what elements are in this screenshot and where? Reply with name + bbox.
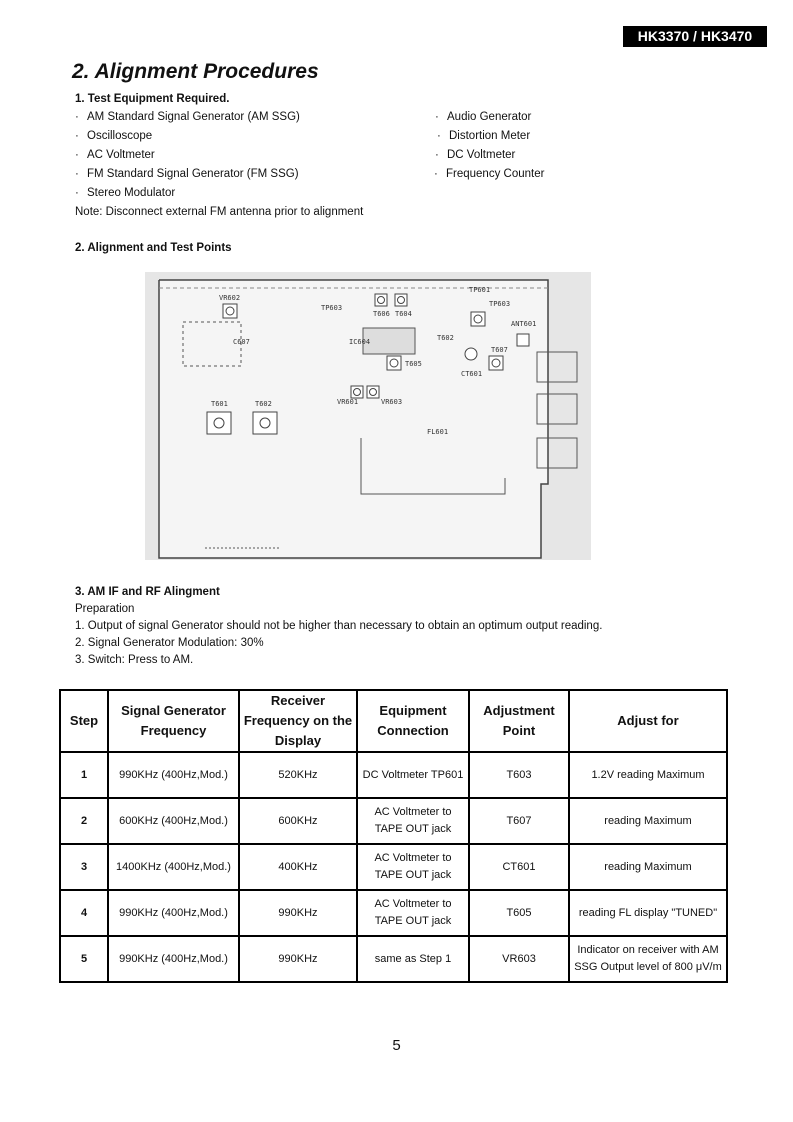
table-cell: T605 [469, 890, 569, 936]
table-row [60, 936, 727, 982]
table-cell: reading FL display "TUNED" [569, 890, 727, 936]
table-row [60, 798, 727, 844]
board-label: TP601 [469, 286, 491, 294]
table-cell: 990KHz [239, 936, 357, 982]
board-label: IC604 [349, 338, 371, 346]
section1-heading: 1. Test Equipment Required. [75, 93, 230, 105]
table-cell: AC Voltmeter to TAPE OUT jack [357, 844, 469, 890]
equipment-right-item: · Frequency Counter [434, 168, 545, 180]
table-cell: 990KHz (400Hz,Mod.) [108, 936, 239, 982]
table-cell: 1400KHz (400Hz,Mod.) [108, 844, 239, 890]
column-header: Receiver Frequency on the Display [239, 690, 357, 752]
table-cell: 400KHz [239, 844, 357, 890]
board-label: C607 [233, 338, 250, 346]
equipment-left-item: · Oscilloscope [75, 130, 153, 142]
table-cell: 2 [60, 798, 108, 844]
board-label: TP603 [489, 300, 511, 308]
board-label: ANT601 [511, 320, 537, 328]
board-label: T604 [395, 310, 412, 318]
section2-heading: 2. Alignment and Test Points [75, 242, 232, 254]
table-cell: VR603 [469, 936, 569, 982]
table-cell: AC Voltmeter to TAPE OUT jack [357, 890, 469, 936]
table-cell: 3 [60, 844, 108, 890]
table-cell: 1.2V reading Maximum [569, 752, 727, 798]
board-label: T606 [373, 310, 390, 318]
table-cell: Indicator on receiver with AM SSG Output level of 800 μV/m [569, 936, 727, 982]
table-cell: reading Maximum [569, 844, 727, 890]
board-label: TP603 [321, 304, 343, 312]
table-cell: 5 [60, 936, 108, 982]
board-label: T602 [437, 334, 454, 342]
page-number: 5 [392, 1037, 401, 1054]
board-label: VR602 [219, 294, 241, 302]
table-cell: 990KHz [239, 890, 357, 936]
board-label: T607 [491, 346, 508, 354]
board-label: VR603 [381, 398, 403, 406]
table-cell: 1 [60, 752, 108, 798]
preparation-label: Preparation [75, 603, 135, 615]
preparation-step: 3. Switch: Press to AM. [75, 654, 194, 666]
board-label: VR601 [337, 398, 359, 406]
equipment-left-item: · AC Voltmeter [75, 149, 155, 161]
table-cell: T607 [469, 798, 569, 844]
column-header: Adjust for [569, 690, 727, 752]
table-cell: 990KHz (400Hz,Mod.) [108, 752, 239, 798]
equipment-right-item: · DC Voltmeter [435, 149, 516, 161]
page-title: 2. Alignment Procedures [72, 60, 319, 83]
section3-heading: 3. AM IF and RF Alingment [75, 586, 220, 598]
column-header: Equipment Connection [357, 690, 469, 752]
board-label: FL601 [427, 428, 449, 436]
column-header: Signal Generator Frequency [108, 690, 239, 752]
equipment-left-item: · FM Standard Signal Generator (FM SSG) [75, 168, 299, 180]
board-label: T601 [211, 400, 228, 408]
equipment-left-item: · AM Standard Signal Generator (AM SSG) [75, 111, 300, 123]
preparation-step: 1. Output of signal Generator should not be higher than necessary to obtain an optimum output reading. [75, 620, 603, 632]
table-cell: AC Voltmeter to TAPE OUT jack [357, 798, 469, 844]
table-cell: reading Maximum [569, 798, 727, 844]
preparation-step: 2. Signal Generator Modulation: 30% [75, 637, 264, 649]
model-badge: HK3370 / HK3470 [623, 26, 767, 47]
table-cell: 600KHz [239, 798, 357, 844]
equipment-right-item: · Audio Generator [435, 111, 532, 123]
equipment-left-item: · Stereo Modulator [75, 187, 176, 199]
table-cell: 520KHz [239, 752, 357, 798]
table-row [60, 890, 727, 936]
column-header: Step [60, 690, 108, 752]
column-header: Adjustment Point [469, 690, 569, 752]
equipment-right-item: · Distortion Meter [437, 130, 531, 142]
table-cell: DC Voltmeter TP601 [357, 752, 469, 798]
table-row [60, 752, 727, 798]
table-cell: T603 [469, 752, 569, 798]
table-cell: CT601 [469, 844, 569, 890]
table-row [60, 844, 727, 890]
circuit-board-diagram [145, 272, 591, 560]
table-cell: 4 [60, 890, 108, 936]
board-label: T602 [255, 400, 272, 408]
table-cell: 600KHz (400Hz,Mod.) [108, 798, 239, 844]
table-cell: 990KHz (400Hz,Mod.) [108, 890, 239, 936]
board-label: CT601 [461, 370, 483, 378]
table-cell: same as Step 1 [357, 936, 469, 982]
table-header-row [60, 690, 727, 752]
antenna-note: Note: Disconnect external FM antenna prior to alignment [75, 206, 364, 218]
board-label: T605 [405, 360, 422, 368]
alignment-table [59, 689, 728, 983]
